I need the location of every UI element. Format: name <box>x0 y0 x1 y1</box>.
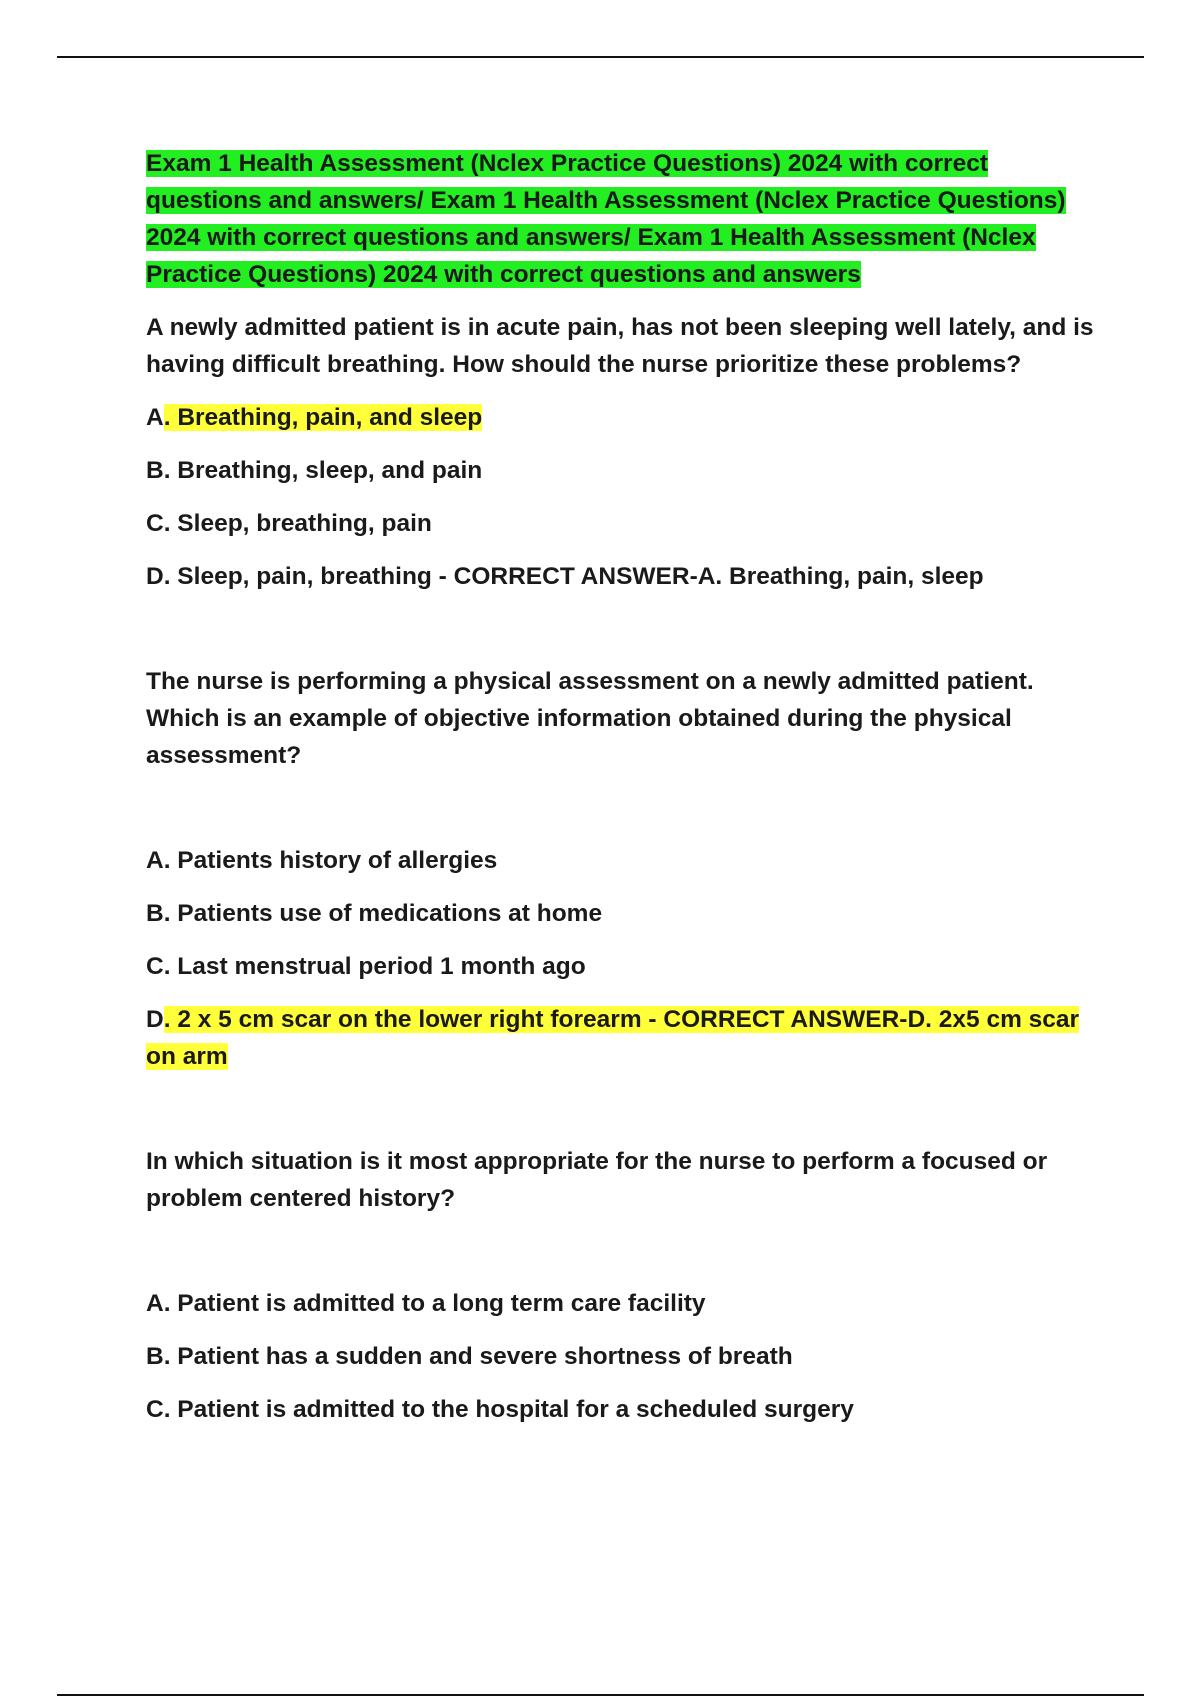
q3-option-b: B. Patient has a sudden and severe shortness of breath <box>146 1343 793 1370</box>
q1-option-a-highlight: . Breathing, pain, and sleep <box>163 404 483 431</box>
q3-option-c: C. Patient is admitted to the hospital for a scheduled surgery <box>146 1396 854 1423</box>
q2-option-d-letter: D <box>146 1006 164 1033</box>
q1-option-b: B. Breathing, sleep, and pain <box>146 457 483 484</box>
q1-option-a <box>146 399 1106 436</box>
q2-option-a: A. Patients history of allergies <box>146 847 498 874</box>
q1-option-d: D. Sleep, pain, breathing - CORRECT ANSWER-A. Breathing, pain, sleep <box>146 563 984 590</box>
q2-option-d <box>146 1001 1106 1075</box>
title-highlight: Exam 1 Health Assessment (Nclex Practice Questions) 2024 with correct questions and answers/ Exam 1 Health Assessment (Nclex Practice Questions) 2024 with correct questions and answers/ Exam 1 Health Assessment (Nclex Practice Questions) 2024 with correct questions and answers <box>146 150 1066 288</box>
q2-option-d-highlight: . 2 x 5 cm scar on the lower right forearm - CORRECT ANSWER-D. 2x5 cm scar on arm <box>146 1006 1080 1070</box>
top-rule <box>57 56 1144 58</box>
q2-option-b: B. Patients use of medications at home <box>146 900 603 927</box>
bottom-rule <box>57 1694 1144 1696</box>
question-2: The nurse is performing a physical assessment on a newly admitted patient. Which is an example of objective information obtained during the physical assessment? <box>146 668 1034 769</box>
q3-option-a: A. Patient is admitted to a long term care facility <box>146 1290 706 1317</box>
q1-option-c: C. Sleep, breathing, pain <box>146 510 432 537</box>
document-title <box>146 145 1106 293</box>
document-body <box>146 145 1106 1428</box>
question-1: A newly admitted patient is in acute pain, has not been sleeping well lately, and is having difficult breathing. How should the nurse prioritize these problems? <box>146 314 1094 378</box>
question-3: In which situation is it most appropriate for the nurse to perform a focused or problem centered history? <box>146 1148 1048 1212</box>
q2-option-c: C. Last menstrual period 1 month ago <box>146 953 586 980</box>
q1-option-a-letter: A <box>146 404 164 431</box>
